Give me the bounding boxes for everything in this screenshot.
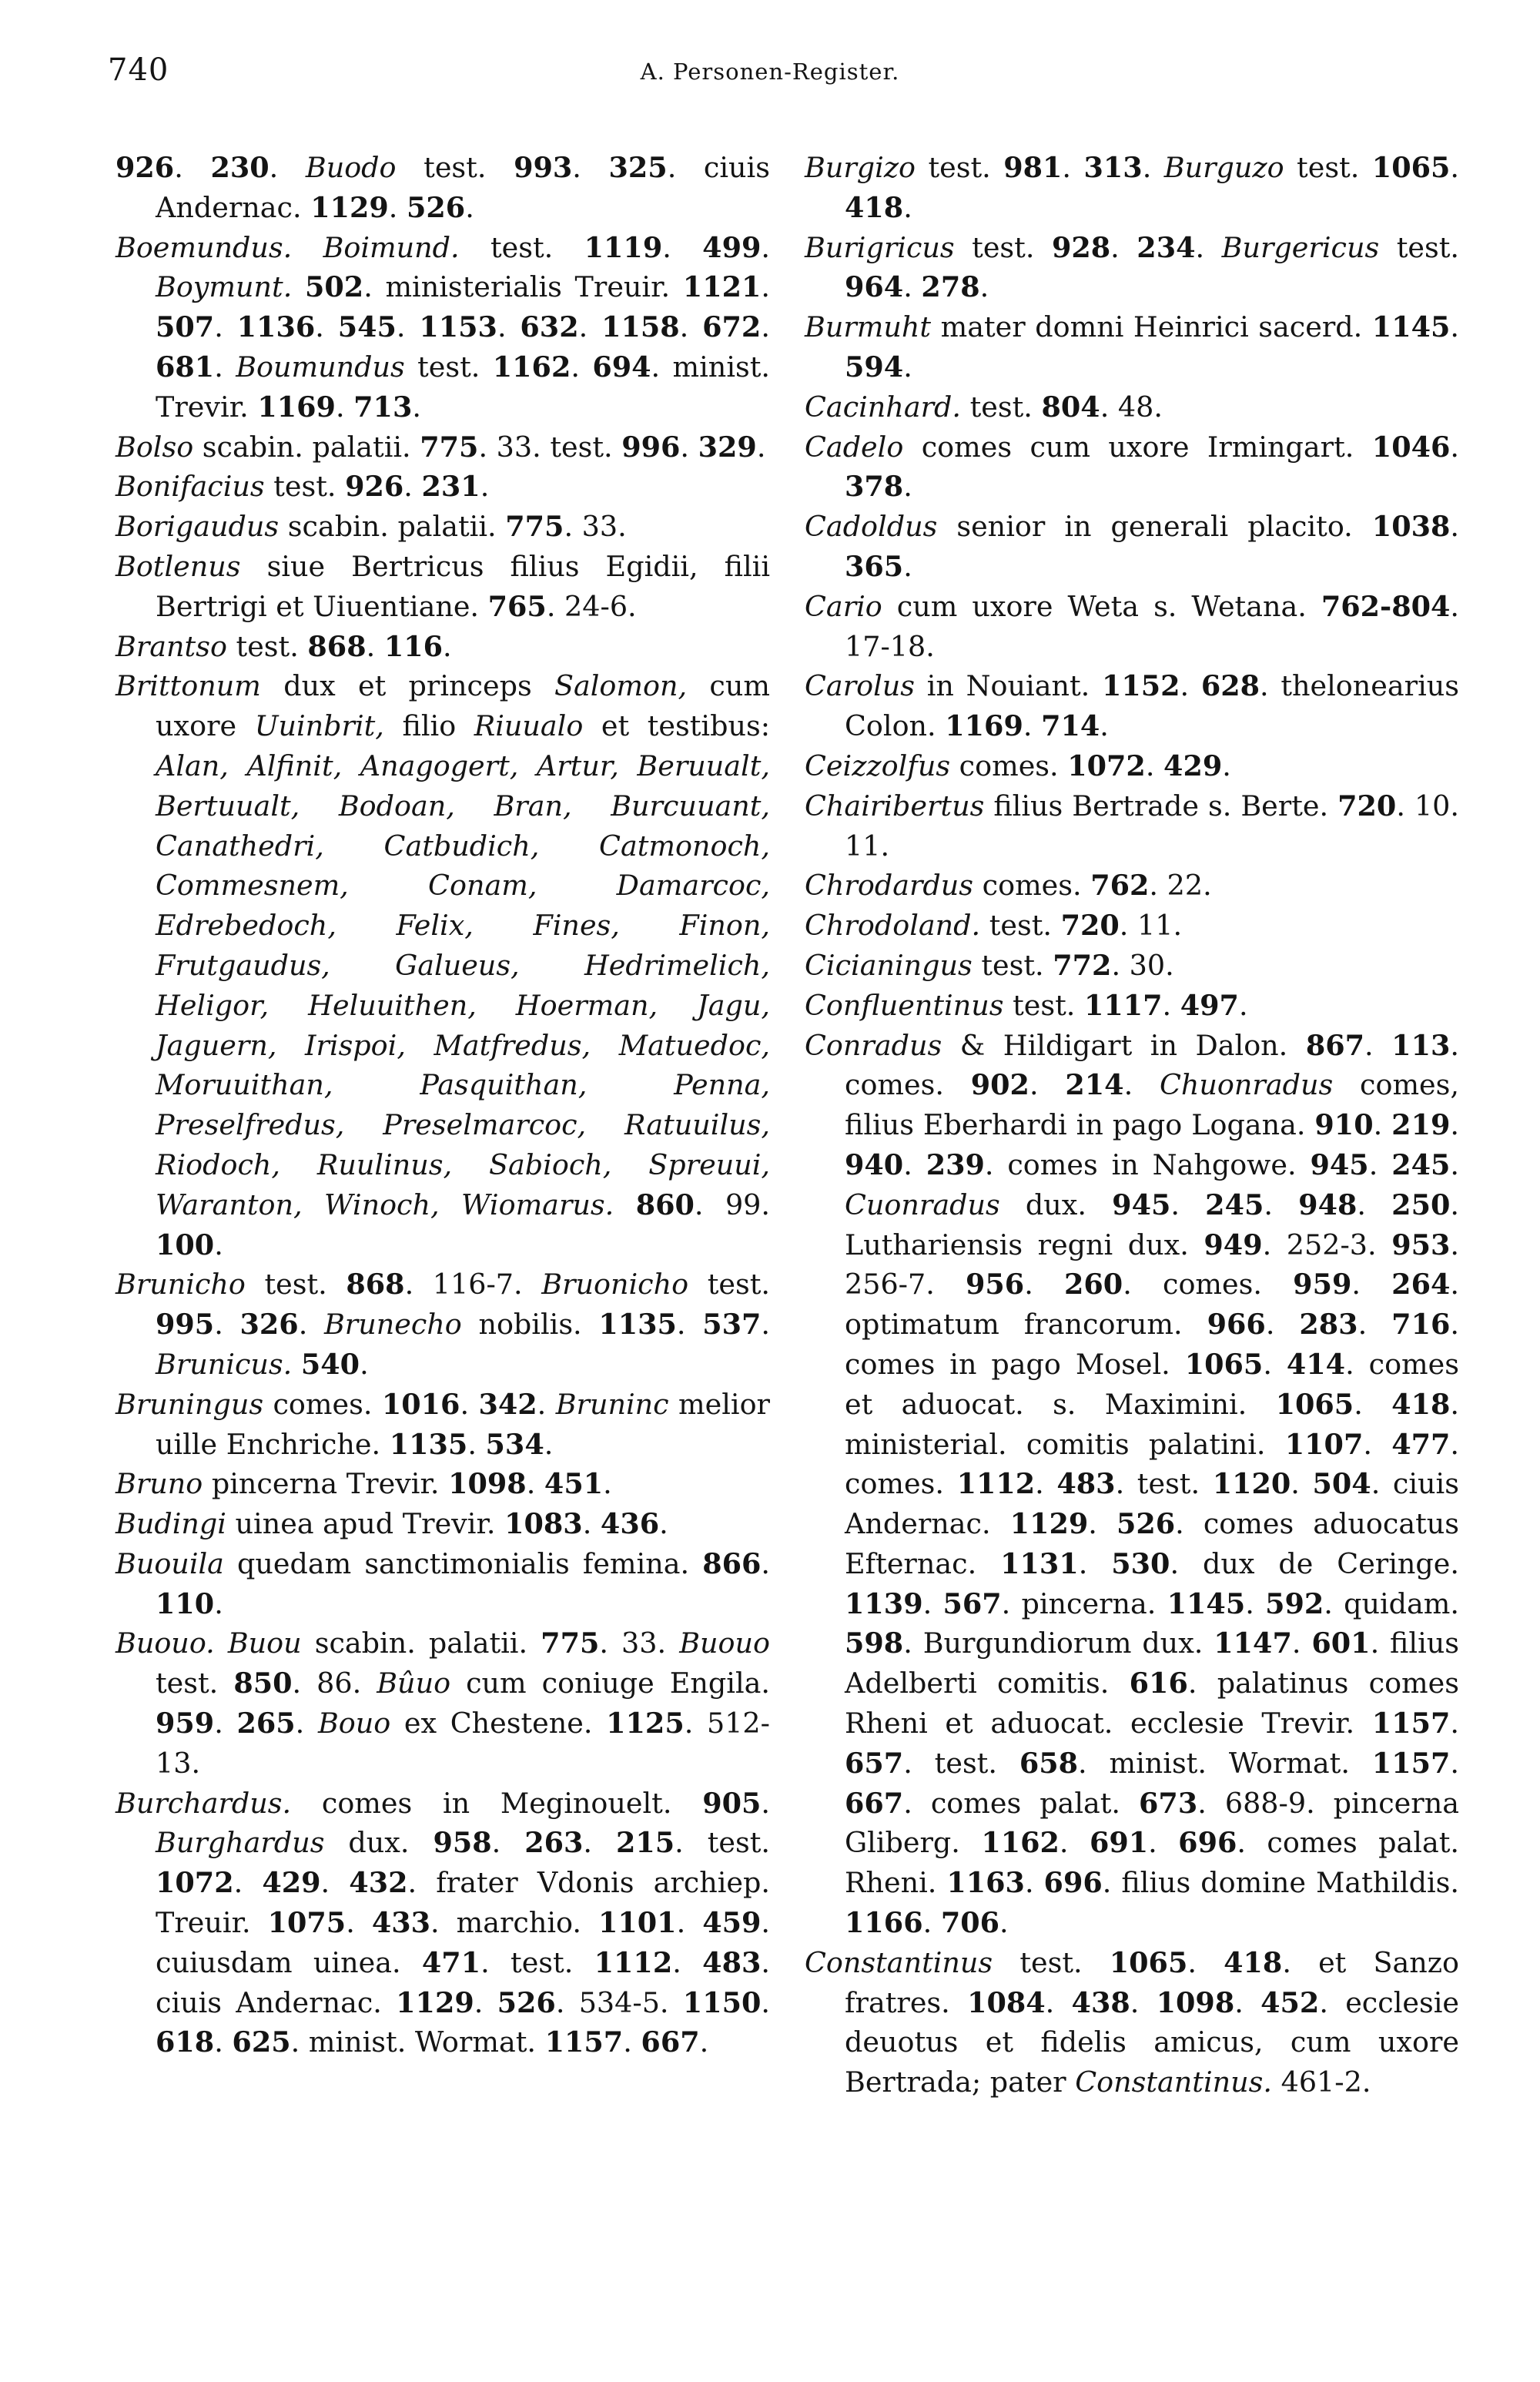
register-entry: Buouo. Buou scabin. palatii. 775. 33. Buouo test. 850. 86. Bûuo cum coniuge Engila. 959. 265. Bouo ex Chestene. 1125. 512-13. [116, 1627, 771, 1780]
register-entry: Cacinhard. test. 804. 48. [805, 390, 1163, 424]
page-number: 740 [108, 52, 169, 88]
register-entry: Buouila quedam sanctimonialis femina. 866. 110. [116, 1546, 770, 1620]
register-entry: Burgizo test. 981. 313. Burguzo test. 1065. 418. [805, 151, 1459, 224]
register-entry: Brunicho test. 868. 116-7. Bruonicho test. 995. 326. Brunecho nobilis. 1135. 537. Brunicus. 540. [116, 1268, 770, 1381]
register-entry: Carolus in Nouiant. 1152. 628. thelonearius Colon. 1169. 714. [805, 669, 1459, 743]
register-entry: Burigricus test. 928. 234. Burgericus test. 964. 278. [805, 230, 1459, 304]
register-entry: Bruningus comes. 1016. 342. Bruninc melior uille Enchriche. 1135. 534. [116, 1387, 770, 1461]
register-entry: Cicianingus test. 772. 30. [805, 948, 1174, 982]
running-title: A. Personen-Register. [640, 59, 900, 85]
register-entry: Confluentinus test. 1117. 497. [805, 988, 1248, 1022]
register-entry: Botlenus siue Bertricus filius Egidii, filii Bertrigi et Uiuentiane. 765. 24-6. [116, 549, 770, 623]
register-entry: Ceizzolfus comes. 1072. 429. [805, 749, 1231, 782]
right-column [805, 148, 1459, 2102]
register-entry: Cadelo comes cum uxore Irmingart. 1046. 378. [805, 430, 1459, 504]
register-entry: Burchardus. comes in Meginouelt. 905. Burghardus dux. 958. 263. 215. test. 1072. 429. 432. frater Vdonis archiep. Treuir. 1075. 433. marchio. 1101. 459. cuiusdam uinea. 471. test. 1112. 483. ciuis Andernac. 1129. 526. 534-5. 1150. 618. 625. minist. Wormat. 1157. 667. [116, 1786, 770, 2059]
register-entry: Chrodardus comes. 762. 22. [805, 869, 1212, 903]
left-column [116, 148, 770, 2062]
register-entry: Brantso test. 868. 116. [116, 629, 452, 663]
register-entry: Burmuht mater domni Heinrici sacerd. 1145. 594. [805, 310, 1459, 384]
register-entry: Conradus & Hildigart in Dalon. 867. 113. comes. 902. 214. Chuonradus comes, filius Eberhardi in pago Logana. 910. 219. 940. 239. comes in Nahgowe. 945. 245. Cuonradus dux. 945. 245. 948. 250. Luthariensis regni dux. 949. 252-3. 953. 256-7. 956. 260. comes. 959. 264. optimatum francorum. 966. 283. 716. comes in pago Mosel. 1065. 414. comes et aduocat. s. Maximini. 1065. 418. ministerial. comitis palatini. 1107. 477. comes. 1112. 483. test. 1120. 504. ciuis Andernac. 1129. 526. comes aduocatus Efternac. 1131. 530. dux de Ceringe. 1139. 567. pincerna. 1145. 592. quidam. 598. Burgundiorum dux. 1147. 601. filius Adelberti comitis. 616. palatinus comes Rheni et aduocat. ecclesie Trevir. 1157. 657. test. 658. minist. Wormat. 1157. 667. comes palat. 673. 688-9. pincerna Gliberg. 1162. 691. 696. comes palat. Rheni. 1163. 696. filius domine Mathildis. 1166. 706. [805, 1028, 1459, 1940]
register-entry: Bonifacius test. 926. 231. [116, 470, 490, 504]
register-entry: Budingi uinea apud Trevir. 1083. 436. [116, 1507, 668, 1541]
register-entry: 926. 230. Buodo test. 993. 325. ciuis Andernac. 1129. 526. [116, 151, 770, 224]
register-entry: Boemundus. Boimund. test. 1119. 499. Boymunt. 502. ministerialis Treuir. 1121. 507. 1136. 545. 1153. 632. 1158. 672. 681. Boumundus test. 1162. 694. minist. Trevir. 1169. 713. [116, 230, 770, 424]
register-entry: Chairibertus filius Bertrade s. Berte. 720. 10. 11. [805, 789, 1459, 863]
register-entry: Cario cum uxore Weta s. Wetana. 762-804. 17-18. [805, 589, 1459, 663]
register-entry: Constantinus test. 1065. 418. et Sanzo fratres. 1084. 438. 1098. 452. ecclesie deuotus et fidelis amicus, cum uxore Bertrada; pater Constantinus. 461-2. [805, 1945, 1459, 2099]
register-entry: Borigaudus scabin. palatii. 775. 33. [116, 510, 627, 544]
register-entry: Cadoldus senior in generali placito. 1038. 365. [805, 510, 1459, 583]
register-entry: Bruno pincerna Trevir. 1098. 451. [116, 1467, 612, 1501]
register-entry: Chrodoland. test. 720. 11. [805, 909, 1183, 943]
register-entry: Bolso scabin. palatii. 775. 33. test. 996. 329. [116, 430, 766, 464]
register-entry: Brittonum dux et princeps Salomon, cum uxore Uuinbrit, filio Riuualo et testibus: Alan, Alfinit, Anagogert, Artur, Beruualt, Bertuualt, Bodoan, Bran, Burcuuant, Canathedri, Catbudich, Catmonoch, Commesnem, Conam, Damarcoc, Edrebedoch, Felix, Fines, Finon, Frutgaudus, Galueus, Hedrimelich, Heligor, Heluuithen, Hoerman, Jagu, Jaguern, Irispoi, Matfredus, Matuedoc, Moruuithan, Pasquithan, Penna, Preselfredus, Preselmarcoc, Ratuuilus, Riodoch, Ruulinus, Sabioch, Spreuui, Waranton, Winoch, Wiomarus. 860. 99. 100. [116, 669, 771, 1261]
